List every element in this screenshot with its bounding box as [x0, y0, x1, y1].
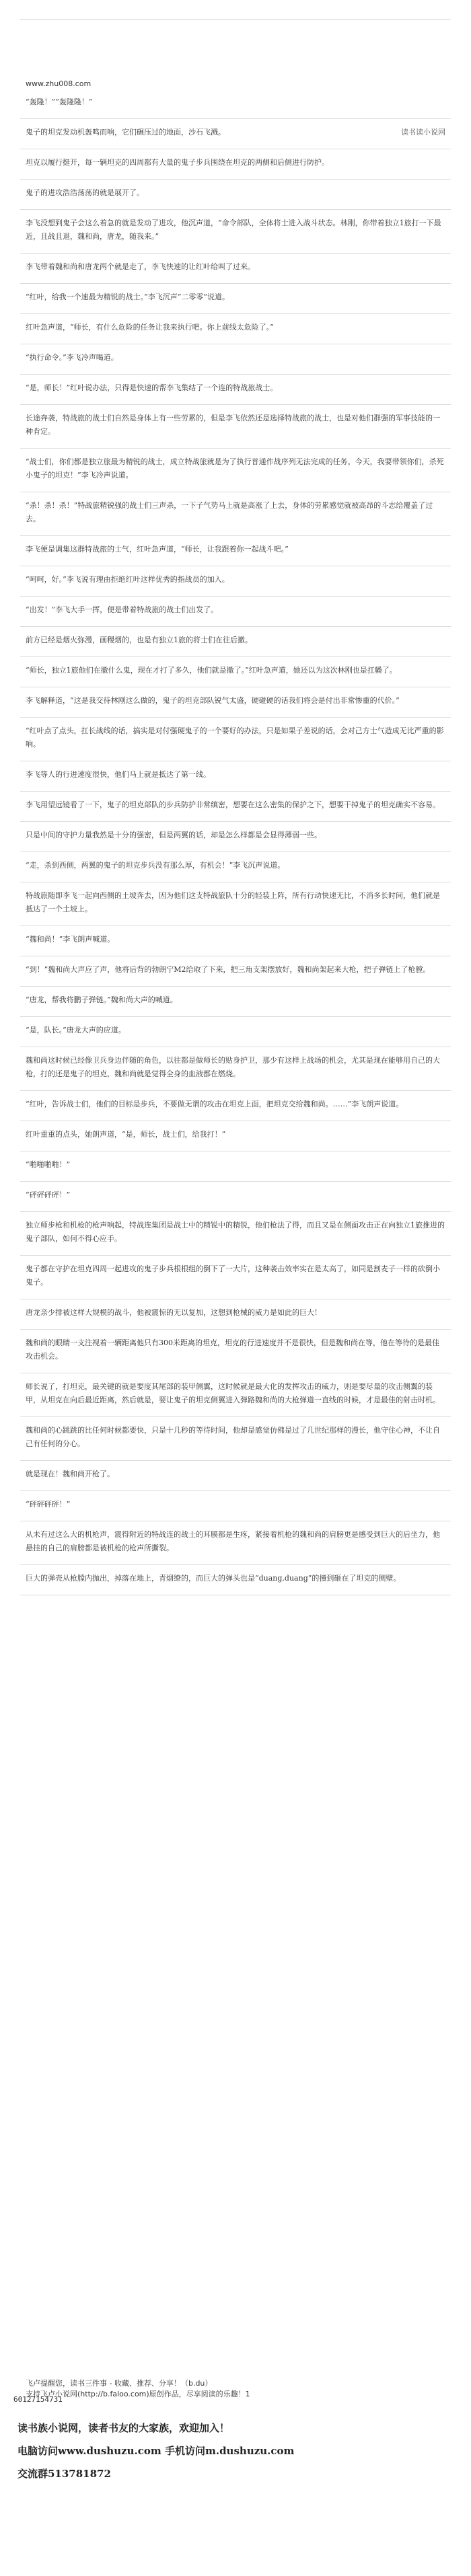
- paragraph-text: 李飞没想到鬼子会这么着急的就是发动了进攻，他沉声道，“命令部队，全体将士进入战斗状态。林刚，你带着独立1旅打一下最近，且战且退，魏和尚，唐龙，随我来。”: [26, 219, 441, 241]
- faloo-reminder: 飞卢提醒您，读书三件事 - 收藏、推荐、分享！（b.du）: [26, 2379, 213, 2388]
- paragraph-text: 唐龙亲少排被这样大规模的战斗，他被震惊的无以复加，这想到枪械的威力是如此的巨大！: [26, 1308, 322, 1317]
- paragraph-text: “师长，独立1旅他们在撤什么鬼，现在才打了多久，他们就是撤了。”红叶急声道，她还以为这次林刚也是扛幡了。: [26, 666, 397, 675]
- chapter-paragraph: [20, 1121, 451, 1151]
- site-footer: [17, 2419, 394, 2488]
- chapter-paragraph: [20, 492, 451, 536]
- chapter-paragraph: [20, 149, 451, 180]
- paragraph-text: “到！”魏和尚大声应了声，他将后背的勃朗宁M2给取了下来，把三角支架摆放好，魏和尚架起来大枪，把子弹链上了枪膛。: [26, 965, 431, 974]
- chapter-paragraph: [20, 1017, 451, 1047]
- book-code: 60127154731: [13, 2395, 63, 2404]
- chapter-paragraph: [20, 1565, 451, 1595]
- paragraph-side-note: 读书读小说网: [401, 128, 445, 137]
- paragraph-text: 特战旅随即李飞一起向西侧的土坡奔去，因为他们这支特战旅队十分的轻装上阵，所有行动快速无比，不消多长时间，他们就是抵达了一个土坡上。: [26, 891, 440, 913]
- chapter-paragraph: [20, 1491, 451, 1521]
- paragraph-text: 从未有过这么大的机枪声，震得附近的特战连的战士的耳膜都是生疼，紧接着机枪的魏和尚的肩膀更是感受到巨大的后坐力，他悬挂的自己的肩膀都是被机枪的枪声所撕裂。: [26, 1530, 440, 1552]
- paragraph-text: “杀！杀！杀！”特战旅精锐强的战士们三声杀，一下子气势马上就是高涨了上去，身体的劳累感觉就被高昂的斗志给覆盖了过去。: [26, 501, 433, 523]
- site-url: www.zhu008.com: [26, 79, 92, 88]
- chapter-paragraph: [20, 1417, 451, 1461]
- paragraph-text: 巨大的弹壳从枪膛内抛出，掉落在地上，青烟缭的，而巨大的弹头也是“duang,duang”的撞到砸在了坦克的侧壁。: [26, 1574, 401, 1583]
- paragraph-text: 李飞便是调集这群特战旅的士气，红叶急声道，“师长，让我跟着你一起战斗吧。”: [26, 545, 289, 554]
- chapter-paragraph: [20, 89, 451, 119]
- paragraph-text: 魏和尚的眼睛一支注视着一辆距离他只有300米距离的坦克，坦克的行进速度并不是很快，但是魏和尚在等，他在等待的是最佳攻击机会。: [26, 1338, 439, 1361]
- paragraph-text: 鬼子的坦克发动机轰鸣而响，它们碾压过的地面，沙石飞溅。: [26, 128, 225, 137]
- paragraph-text: 师长说了，打坦克，最关键的就是要度其尾部的装甲侧翼，这时候就是最大化的发挥攻击的威力，则是要尽量的攻击侧翼的装甲，从坦克在向后最近距离，然后就是，要让鬼子的坦克侧翼进入弹路魏和尚的大枪弹道一直线的时候，才是最佳的射击时机。: [26, 1382, 440, 1404]
- paragraph-text: 前方已经是烟火弥漫，画稷烟的，也是有独立1旅的将士们在往后撤。: [26, 636, 252, 644]
- chapter-paragraph: [20, 852, 451, 882]
- chapter-paragraph: [20, 566, 451, 597]
- paragraph-text: 李飞用望远镜看了一下，鬼子的坦克部队的步兵防护非常缜密，想要在这么密集的保护之下，想要干掉鬼子的坦克确实不容易。: [26, 800, 440, 809]
- paragraph-text: “是，师长！”红叶说办法，只得是快速的帮李飞集结了一个连的特战旅战士。: [26, 383, 278, 392]
- paragraph-text: 坦克以履行挺开，每一辆坦克的四周都有大量的鬼子步兵围绕在坦克的两侧和后侧进行防护。: [26, 158, 329, 167]
- chapter-paragraph: [20, 657, 451, 687]
- chapter-paragraph: [20, 536, 451, 566]
- chapter-paragraph: [20, 1182, 451, 1212]
- chapter-paragraph: [20, 956, 451, 987]
- paragraph-text: “啪啪啪啪！”: [26, 1160, 71, 1169]
- chapter-paragraph: [20, 405, 451, 449]
- chapter-paragraph: [20, 1047, 451, 1091]
- paragraph-text: “魏和尚！”李飞朗声喊道。: [26, 935, 115, 944]
- chapter-paragraph: [20, 180, 451, 210]
- paragraph-text: 就是现在！魏和尚开枪了。: [26, 1470, 114, 1478]
- paragraph-text: 魏和尚这时候已经像卫兵身边伴随的角色，以往都是做师长的贴身护卫，那少有这样上战场的机会，尤其是现在能够用自己的大枪，打的还是鬼子的坦克，魏和尚就是觉得全身的血液都在燃烧。: [26, 1056, 440, 1078]
- chapter-paragraph: [20, 761, 451, 792]
- chapter-paragraph: [20, 449, 451, 492]
- paragraph-text: “红叶，告诉战士们，他们的目标是步兵，不要做无谓的攻击在坦克上面，把坦克交给魏和尚。……”李飞朗声说道。: [26, 1100, 404, 1108]
- chapter-paragraph: [20, 597, 451, 627]
- chapter-paragraph: [20, 344, 451, 375]
- paragraph-text: “红叶点了点头，扛长战线的话，搞实是对付强硬鬼子的一个要好的办法，只是如果子差说的话，会对己方士气造成无比严重的影响。: [26, 726, 444, 749]
- chapter-paragraph: [20, 375, 451, 405]
- paragraph-text: “呵呵，好。”李飞说有理由拒绝红叶这样优秀的指战员的加入。: [26, 575, 229, 584]
- top-divider: [20, 19, 451, 20]
- chapter-paragraph: [20, 1330, 451, 1373]
- paragraph-text: “唐龙，帮我将鹏子弹链。”魏和尚大声的喊道。: [26, 995, 178, 1004]
- paragraph-text: 只是中间的守护力量我然是十分的强密，但是两翼的话，却是怎么样都是会显得薄弱一些。: [26, 831, 322, 839]
- chapter-paragraph: [20, 687, 451, 718]
- paragraph-text: “战士们，你们都是独立旅最为精锐的战士，成立特战旅就是为了执行普通作战序列无法完成的任务。今天，我要带领你们，杀死小鬼子的坦克！”李飞冷声说道。: [26, 457, 444, 480]
- paragraph-text: 鬼子都在守护在坦克四周一起进攻的鬼子步兵根根组的倒下了一大片，这种袭击效率实在是太高了，如同是割麦子一样的砍倒小鬼子。: [26, 1264, 440, 1287]
- footer-welcome: 读书族小说网，读者书友的大家族，欢迎加入！: [17, 2422, 230, 2434]
- chapter-body: [20, 89, 451, 1595]
- chapter-paragraph: [20, 627, 451, 657]
- paragraph-text: “执行命令。”李飞冷声喝道。: [26, 353, 118, 362]
- paragraph-text: 红叶急声道，“师长，有什么危险的任务让我来执行吧。你上前线太危险了。”: [26, 323, 274, 332]
- paragraph-text: “砰砰砰砰！”: [26, 1190, 71, 1199]
- paragraph-text: “砰砰砰砰！”: [26, 1500, 71, 1509]
- paragraph-text: 红叶重重的点头，她朗声道，“是，师长，战士们，给我打！”: [26, 1130, 226, 1139]
- paragraph-text: “走，杀到西侧，两翼的鬼子的坦克步兵没有那么厚，有机会！”李飞沉声说道。: [26, 861, 285, 870]
- chapter-paragraph: [20, 926, 451, 956]
- paragraph-text: “是，队长。”唐龙大声的应道。: [26, 1026, 126, 1034]
- chapter-paragraph: [20, 1151, 451, 1182]
- chapter-paragraph: [20, 718, 451, 761]
- chapter-paragraph: [20, 314, 451, 344]
- chapter-paragraph: [20, 987, 451, 1017]
- paragraph-text: 独立师步枪和机枪的枪声响起，特战连集团是战士中的精锐中的精锐，他们枪法了得，而且又是在侧面攻击正在向独立1旅推进的鬼子部队，如何不得心应手。: [26, 1221, 445, 1243]
- chapter-paragraph: [20, 210, 451, 254]
- paragraph-text: 李飞解释道，“这是我交待林刚这么做的，鬼子的坦克部队锐气太盛，硬碰硬的话我们将会是付出非常惨重的代价。”: [26, 696, 400, 705]
- paragraph-text: 李飞等人的行进速度很快，他们马上就是抵达了第一线。: [26, 770, 211, 779]
- chapter-paragraph: [20, 284, 451, 314]
- chapter-paragraph: [20, 1256, 451, 1299]
- chapter-paragraph: [20, 1521, 451, 1565]
- chapter-paragraph: [20, 822, 451, 852]
- paragraph-text: 魏和尚的心跳跳的比任何时候都要快，只是十几秒的等待时间，他却是感觉仿佛是过了几世纪那样的漫长，他守住心神，不让自己有任何的分心。: [26, 1426, 440, 1448]
- paragraph-text: “红叶，给我一个速最为精锐的战士。”李飞沉声“二零零”说道。: [26, 293, 229, 301]
- chapter-paragraph: [20, 1212, 451, 1256]
- chapter-paragraph: [20, 882, 451, 926]
- faloo-support: 支持飞卢小说网(http://b.faloo.com)原创作品，尽享阅读的乐趣！1: [26, 2390, 250, 2398]
- paragraph-text: “轰隆！”“轰隆隆！”: [26, 98, 93, 106]
- chapter-paragraph: [20, 119, 451, 149]
- paragraph-text: 李飞带着魏和尚和唐龙两个就是走了，李飞快速的让红叶给叫了过来。: [26, 262, 255, 271]
- footer-access: 电脑访问www.dushuzu.com 手机访问m.dushuzu.com: [17, 2445, 295, 2457]
- chapter-paragraph: [20, 1299, 451, 1330]
- chapter-paragraph: [20, 1373, 451, 1417]
- chapter-paragraph: [20, 254, 451, 284]
- chapter-paragraph: [20, 1091, 451, 1121]
- chapter-paragraph: [20, 792, 451, 822]
- paragraph-text: 鬼子的进攻浩浩荡荡的就是展开了。: [26, 188, 144, 197]
- footer-group: 交流群513781872: [17, 2468, 111, 2480]
- paragraph-text: 长途奔袭，特战旅的战士们自然是身体上有一些劳累的，但是李飞依然还是选择特战旅的战士，也是对他们群强的军事技能的一种肯定。: [26, 414, 440, 436]
- paragraph-text: “出发！”李飞大手一挥，便是带着特战旅的战士们出发了。: [26, 605, 219, 614]
- chapter-paragraph: [20, 1461, 451, 1491]
